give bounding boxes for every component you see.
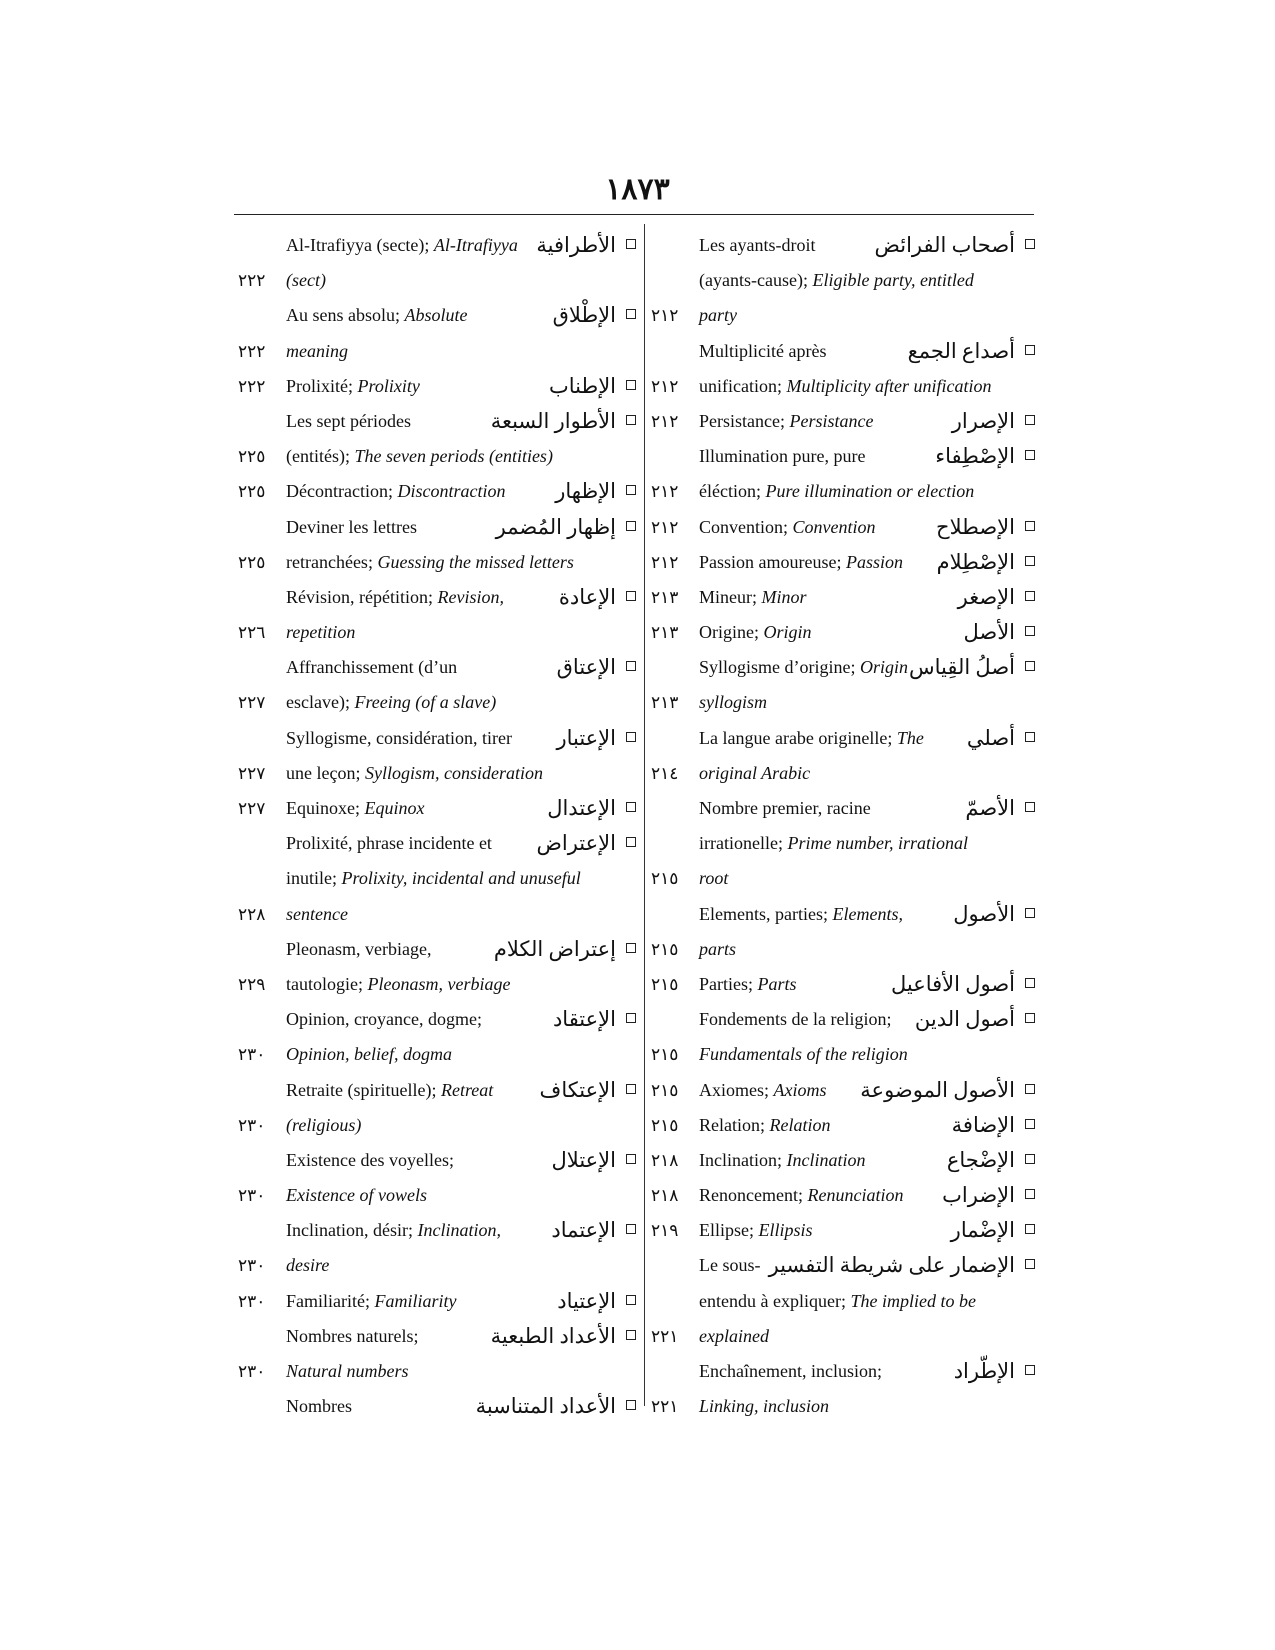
entry-bullet-icon <box>1025 978 1035 988</box>
page-reference: ٢١٥ <box>651 1080 679 1100</box>
entry-line <box>651 1389 1037 1424</box>
entry-line <box>651 510 1037 545</box>
entry-line <box>238 1108 638 1143</box>
translation-text: entendu à expliquer; The implied to be <box>699 1290 976 1311</box>
entry-line <box>238 1319 638 1354</box>
arabic-term: الإطناب <box>548 373 616 398</box>
entry-line <box>651 650 1037 685</box>
translation-text: retranchées; Guessing the missed letters <box>286 551 574 572</box>
translation-text: Convention; Convention <box>699 516 876 537</box>
entry-bullet-icon <box>626 732 636 742</box>
entry-bullet-icon <box>1025 1119 1035 1129</box>
arabic-term: الإعتكاف <box>539 1077 616 1102</box>
arabic-term: الإعتدال <box>547 796 616 820</box>
entry-bullet-icon <box>626 1013 636 1023</box>
entry-line <box>238 510 638 545</box>
page-reference: ٢٣٠ <box>238 1291 266 1311</box>
translation-text: Equinoxe; Equinox <box>286 798 425 818</box>
entry-line <box>238 1073 638 1108</box>
page-reference: ٢٢٧ <box>238 693 266 713</box>
translation-text: Linking, inclusion <box>699 1396 829 1417</box>
entry-bullet-icon <box>626 1154 636 1164</box>
translation-text: Prolixité; Prolixity <box>286 375 420 396</box>
entry-line <box>238 1178 638 1213</box>
arabic-term: الإعتقاد <box>552 1007 616 1032</box>
translation-text: Nombres <box>286 1396 352 1417</box>
entry-bullet-icon <box>626 1084 636 1094</box>
entry-line <box>238 263 638 298</box>
entry-line <box>651 1108 1037 1143</box>
arabic-term: الأطوار السبعة <box>490 408 616 433</box>
entry-bullet-icon <box>626 239 636 249</box>
translation-text: une leçon; Syllogism, consideration <box>286 762 543 783</box>
arabic-term: أصلُ القِياس <box>908 655 1015 680</box>
entry-line <box>238 404 638 439</box>
translation-text: Les ayants-droit <box>699 235 816 255</box>
entry-line <box>238 1037 638 1072</box>
entry-bullet-icon <box>626 521 636 531</box>
page-reference: ٢٢٩ <box>238 974 266 994</box>
page-reference: ٢٢٥ <box>238 482 266 502</box>
page-reference: ٢١٢ <box>651 411 679 431</box>
page-reference: ٢١٢ <box>651 552 679 572</box>
translation-text: irrationelle; Prime number, irrational <box>699 833 968 854</box>
page-reference: ٢١٥ <box>651 1045 679 1065</box>
entry-line <box>238 1002 638 1037</box>
entry-line <box>651 721 1037 756</box>
entry-line <box>651 1213 1037 1248</box>
entry-bullet-icon <box>1025 802 1035 812</box>
page-reference: ٢٣٠ <box>238 1256 266 1276</box>
translation-text: La langue arabe originelle; The <box>699 727 924 748</box>
arabic-term: أصحاب الفرائض <box>874 233 1015 257</box>
translation-text: Renoncement; Renunciation <box>699 1185 904 1206</box>
translation-text: Ellipse; Ellipsis <box>699 1220 813 1241</box>
entry-bullet-icon <box>1025 661 1035 671</box>
arabic-term: الإعتلال <box>551 1147 616 1172</box>
entry-bullet-icon <box>1025 1189 1035 1199</box>
arabic-term: الإضْجاع <box>946 1147 1015 1172</box>
arabic-term: الإضمار على شريطة التفسير <box>768 1253 1015 1278</box>
arabic-term: الإضراب <box>942 1183 1015 1208</box>
entry-bullet-icon <box>1025 908 1035 918</box>
arabic-term: الإصْطِلام <box>936 549 1015 574</box>
arabic-term: الأطرافية <box>536 233 616 257</box>
entry-bullet-icon <box>1025 556 1035 566</box>
arabic-term: الإطّراد <box>953 1359 1015 1383</box>
page-reference: ٢١٥ <box>651 869 679 889</box>
entry-bullet-icon <box>1025 1259 1035 1269</box>
arabic-term: الأصل <box>963 620 1015 645</box>
entry-line <box>651 791 1037 826</box>
entry-line <box>238 685 638 720</box>
entry-line <box>238 474 638 509</box>
page-reference: ٢٢٦ <box>238 623 266 643</box>
page-reference: ٢٢٧ <box>238 799 266 818</box>
arabic-term: الأعداد المتناسبة <box>475 1394 616 1419</box>
arabic-term: الإعتبار <box>556 725 616 750</box>
entry-bullet-icon <box>626 415 636 425</box>
page-reference: ٢٢٥ <box>238 552 266 572</box>
translation-text: Existence of vowels <box>286 1185 427 1206</box>
page-reference: ٢١٣ <box>651 693 679 713</box>
arabic-term: الإصْطِفاء <box>935 444 1015 469</box>
translation-text: Inclination; Inclination <box>699 1149 866 1170</box>
translation-text: meaning <box>286 340 348 361</box>
entry-line <box>238 967 638 1002</box>
translation-text: Parties; Parts <box>699 973 797 994</box>
entry-bullet-icon <box>626 309 636 319</box>
page-reference: ٢٢٧ <box>238 763 266 783</box>
arabic-term: الإعتراض <box>536 831 616 856</box>
entry-line <box>238 1143 638 1178</box>
entry-line <box>651 932 1037 967</box>
entry-bullet-icon <box>626 1295 636 1305</box>
arabic-term: الإعتاق <box>556 655 616 680</box>
entry-bullet-icon <box>626 485 636 495</box>
entry-line <box>651 1037 1037 1072</box>
translation-text: Fondements de la religion; <box>699 1009 892 1030</box>
arabic-term: الإطْلاق <box>552 303 616 328</box>
translation-text: Passion amoureuse; Passion <box>699 551 903 572</box>
page-reference: ٢١٣ <box>651 623 679 643</box>
arabic-term: الأعداد الطبعية <box>490 1323 616 1348</box>
translation-text: Familiarité; Familiarity <box>286 1290 457 1311</box>
translation-text: Persistance; Persistance <box>699 410 874 431</box>
translation-text: Pleonasm, verbiage, <box>286 938 432 959</box>
translation-text: Les sept périodes <box>286 410 411 431</box>
arabic-term: الإصرار <box>951 408 1015 433</box>
translation-text: original Arabic <box>699 762 811 783</box>
entry-bullet-icon <box>1025 239 1035 249</box>
entry-line <box>651 439 1037 474</box>
entry-line <box>651 826 1037 861</box>
entry-bullet-icon <box>1025 345 1035 355</box>
entry-bullet-icon <box>1025 1365 1035 1375</box>
translation-text: Nombres naturels; <box>286 1325 419 1346</box>
entry-line <box>651 897 1037 932</box>
translation-text: Illumination pure, pure <box>699 446 866 467</box>
arabic-term: الإصغر <box>957 584 1015 609</box>
translation-text: Inclination, désir; Inclination, <box>286 1220 501 1241</box>
arabic-term: أصلي <box>966 725 1015 750</box>
entry-line <box>651 685 1037 720</box>
translation-text: Le sous- <box>699 1255 761 1276</box>
arabic-term: الإعتماد <box>551 1218 616 1243</box>
entry-bullet-icon <box>1025 450 1035 460</box>
page-number: ١٨٧٣ <box>605 173 670 206</box>
entry-line <box>651 756 1037 791</box>
translation-text: Elements, parties; Elements, <box>699 903 903 924</box>
entry-line <box>651 1248 1037 1283</box>
entry-bullet-icon <box>1025 591 1035 601</box>
arabic-term: أصول الدين <box>914 1007 1015 1032</box>
page-reference: ٢٣٠ <box>238 1115 266 1135</box>
entry-bullet-icon <box>1025 626 1035 636</box>
translation-text: Fundamentals of the religion <box>699 1044 908 1065</box>
entry-line <box>238 228 638 263</box>
translation-text: Révision, répétition; Revision, <box>286 586 504 607</box>
entry-line <box>651 369 1037 404</box>
arabic-term: الإعادة <box>558 584 616 609</box>
translation-text: desire <box>286 1255 330 1276</box>
entry-line <box>651 1178 1037 1213</box>
arabic-term: الإعتياد <box>557 1288 616 1313</box>
page-reference: ٢٢١ <box>651 1326 679 1346</box>
arabic-term: الأصمّ <box>965 796 1015 820</box>
arabic-term: الإضْمار <box>950 1218 1015 1243</box>
entry-line <box>651 474 1037 509</box>
page-reference: ٢١٥ <box>651 939 679 959</box>
entry-bullet-icon <box>1025 415 1035 425</box>
translation-text: (religious) <box>286 1114 362 1135</box>
page-reference: ٢١٢ <box>651 306 679 326</box>
entry-bullet-icon <box>626 837 636 847</box>
entry-line <box>651 1319 1037 1354</box>
translation-text: Affranchissement (d’un <box>286 657 458 678</box>
page-reference: ٢٣٠ <box>238 1186 266 1206</box>
entry-line <box>651 1002 1037 1037</box>
entry-bullet-icon <box>626 380 636 390</box>
translation-text: Retraite (spirituelle); Retreat <box>286 1079 494 1100</box>
translation-text: Multiplicité après <box>699 340 827 361</box>
entry-line <box>651 545 1037 580</box>
entry-line <box>238 334 638 369</box>
arabic-term: الإضافة <box>951 1112 1015 1137</box>
entry-line <box>651 263 1037 298</box>
translation-text: Opinion, belief, dogma <box>286 1044 452 1065</box>
page-reference: ٢١٣ <box>651 587 679 607</box>
translation-text: Relation; Relation <box>699 1114 831 1135</box>
entry-bullet-icon <box>626 661 636 671</box>
entry-line <box>651 615 1037 650</box>
translation-text: (sect) <box>286 270 326 291</box>
entry-line <box>238 439 638 474</box>
entry-bullet-icon <box>1025 1084 1035 1094</box>
entry-line <box>651 580 1037 615</box>
arabic-term: إعتراض الكلام <box>493 936 616 961</box>
translation-text: Au sens absolu; Absolute <box>286 305 468 326</box>
entry-line <box>238 298 638 333</box>
entry-line <box>238 1213 638 1248</box>
translation-text: Natural numbers <box>286 1361 409 1381</box>
page-reference: ٢١٤ <box>651 763 679 783</box>
translation-text: (entités); The seven periods (entities) <box>286 446 553 467</box>
page-reference: ٢٢٥ <box>238 447 266 467</box>
page-reference: ٢٢٢ <box>238 376 266 396</box>
page-reference: ٢١٥ <box>651 974 679 994</box>
translation-text: Prolixité, phrase incidente et <box>286 833 492 854</box>
page-reference: ٢١٢ <box>651 482 679 502</box>
page-reference: ٢٢٢ <box>238 271 266 291</box>
translation-text: Syllogisme d’origine; Origin <box>699 657 909 678</box>
page-reference: ٢١٨ <box>651 1186 679 1206</box>
entry-bullet-icon <box>626 1330 636 1340</box>
page-reference: ٢١٢ <box>651 517 679 537</box>
page-reference: ٢١٥ <box>651 1115 679 1135</box>
entry-bullet-icon <box>626 591 636 601</box>
left-column <box>238 228 638 1424</box>
page-reference: ٢١٩ <box>651 1221 679 1241</box>
entry-line <box>238 580 638 615</box>
entry-line <box>238 756 638 791</box>
translation-text: Syllogisme, considération, tirer <box>286 727 512 748</box>
entry-line <box>238 897 638 932</box>
translation-text: (ayants-cause); Eligible party, entitled <box>699 270 974 291</box>
header-rule <box>234 214 1034 215</box>
entry-line <box>651 1354 1037 1389</box>
translation-text: unification; Multiplicity after unification <box>699 375 992 396</box>
entry-line <box>238 826 638 861</box>
entry-line <box>238 650 638 685</box>
page-reference: ٢٢٢ <box>238 341 266 361</box>
page-reference: ٢٢٨ <box>238 904 266 924</box>
entry-line <box>238 791 638 826</box>
translation-text: repetition <box>286 622 356 643</box>
translation-text: esclave); Freeing (of a slave) <box>286 692 497 713</box>
arabic-term: الأصول الموضوعة <box>860 1077 1015 1102</box>
entry-line <box>238 1354 638 1389</box>
translation-text: root <box>699 868 729 889</box>
page-reference: ٢١٢ <box>651 376 679 396</box>
page-reference: ٢١٨ <box>651 1150 679 1170</box>
entry-line <box>651 1284 1037 1319</box>
translation-text: syllogism <box>699 692 768 713</box>
translation-text: Al-Itrafiyya (secte); Al-Itrafiyya <box>286 235 518 255</box>
entry-line <box>651 1143 1037 1178</box>
translation-text: Origine; Origin <box>699 622 812 643</box>
page-reference: ٢٢١ <box>651 1397 679 1417</box>
entry-bullet-icon <box>626 943 636 953</box>
entry-line <box>651 861 1037 896</box>
entry-bullet-icon <box>1025 1154 1035 1164</box>
entry-bullet-icon <box>1025 1013 1035 1023</box>
entry-bullet-icon <box>626 1400 636 1410</box>
entry-line <box>651 1073 1037 1108</box>
arabic-term: الإظهار <box>555 479 616 504</box>
entry-bullet-icon <box>626 1224 636 1234</box>
translation-text: inutile; Prolixity, incidental and unuseful <box>286 868 581 889</box>
translation-text: Mineur; Minor <box>699 586 807 607</box>
entry-line <box>238 932 638 967</box>
arabic-term: الأصول <box>953 901 1015 926</box>
translation-text: Opinion, croyance, dogme; <box>286 1009 482 1030</box>
entry-bullet-icon <box>1025 732 1035 742</box>
translation-text: tautologie; Pleonasm, verbiage <box>286 973 511 994</box>
translation-text: Deviner les lettres <box>286 516 417 537</box>
arabic-term: أصول الأفاعيل <box>890 971 1015 996</box>
translation-text: éléction; Pure illumination or election <box>699 481 975 502</box>
entry-line <box>651 228 1037 263</box>
translation-text: party <box>699 305 737 326</box>
entry-line <box>238 615 638 650</box>
translation-text: Nombre premier, racine <box>699 798 871 818</box>
entry-line <box>238 1284 638 1319</box>
translation-text: explained <box>699 1325 769 1346</box>
entry-bullet-icon <box>1025 521 1035 531</box>
entry-line <box>651 967 1037 1002</box>
column-divider <box>644 224 645 1406</box>
entry-line <box>238 369 638 404</box>
page-reference: ٢٣٠ <box>238 1362 266 1381</box>
translation-text: Enchaînement, inclusion; <box>699 1361 882 1381</box>
entry-bullet-icon <box>626 802 636 812</box>
right-column <box>651 228 1037 1424</box>
page-reference: ٢٣٠ <box>238 1045 266 1065</box>
entry-line <box>238 545 638 580</box>
translation-text: sentence <box>286 903 348 924</box>
translation-text: Existence des voyelles; <box>286 1149 454 1170</box>
entry-bullet-icon <box>1025 1224 1035 1234</box>
entry-line <box>651 298 1037 333</box>
entry-line <box>238 861 638 896</box>
entry-line <box>238 1389 638 1424</box>
translation-text: parts <box>699 938 737 959</box>
arabic-term: أصداع الجمع <box>907 338 1015 363</box>
entry-line <box>651 334 1037 369</box>
arabic-term: إظهار المُضمر <box>495 514 616 539</box>
translation-text: Axiomes; Axioms <box>699 1079 827 1100</box>
entry-line <box>238 1248 638 1283</box>
entry-line <box>238 721 638 756</box>
entry-line <box>651 404 1037 439</box>
arabic-term: الإصطلاح <box>936 514 1015 539</box>
translation-text: Décontraction; Discontraction <box>286 481 506 502</box>
